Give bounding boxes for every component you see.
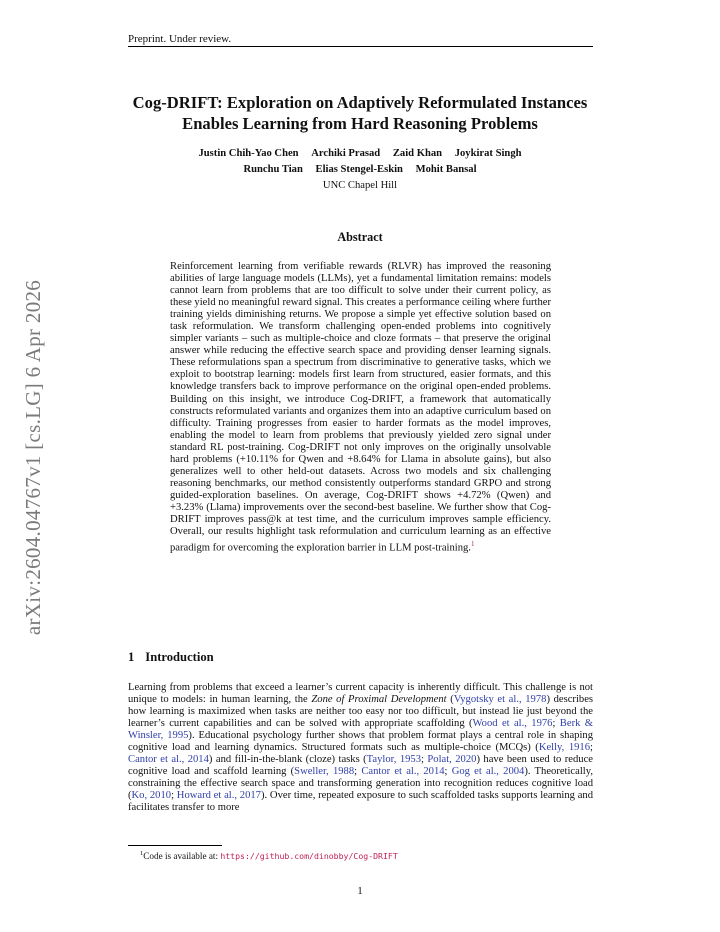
- page-number: 1: [357, 885, 363, 897]
- citation-link[interactable]: Kelly, 1916: [538, 742, 591, 754]
- citation-link[interactable]: Gog et al., 2004: [451, 766, 525, 778]
- section-number: 1: [128, 650, 135, 664]
- footnote: [140, 850, 398, 861]
- intro-text: (: [446, 694, 454, 706]
- author-list: [118, 146, 602, 177]
- intro-text: ;: [171, 790, 177, 802]
- affiliation: UNC Chapel Hill: [322, 180, 398, 191]
- citation-link[interactable]: Cantor et al., 2014: [128, 754, 209, 766]
- running-header: Preprint. Under review.: [128, 33, 232, 45]
- arxiv-identifier: [14, 267, 54, 647]
- footnote-link[interactable]: 1: [470, 540, 475, 549]
- intro-text: ;: [354, 766, 362, 778]
- citation-link[interactable]: Polat, 2020: [427, 754, 477, 766]
- author: Justin Chih-Yao Chen: [198, 148, 299, 159]
- author: Mohit Bansal: [415, 163, 477, 175]
- citation-link[interactable]: Wood et al., 1976: [472, 718, 553, 730]
- intro-text: ;: [590, 742, 593, 754]
- footnote-rule: [128, 845, 222, 846]
- intro-text: ). Over time, repeated exposure to such scaffolded tasks supports learning and facilitates transfer to more: [128, 790, 593, 814]
- abstract-heading: Abstract: [337, 230, 383, 244]
- intro-text: ;: [444, 766, 452, 778]
- author: Joykirat Singh: [454, 148, 522, 159]
- citation-link[interactable]: Ko, 2010: [131, 790, 172, 802]
- intro-text: ). Educational psychology further shows that problem format plays a central role in shaping cognitive load and learning dynamics. Structured formats such as multiple-choice (MCQs) (: [128, 730, 593, 754]
- author: Runchu Tian: [243, 163, 303, 175]
- abstract-body: [170, 261, 551, 555]
- intro-text: ) describes how learning is maximized when tasks are neither too easy nor too difficult, but instead lie just beyond the learner’s current capabilities and can be solved with appropriate scaffolding (: [128, 694, 594, 730]
- intro-emphasis: Zone of Proximal Development: [311, 694, 447, 706]
- citation-link[interactable]: Vygotsky et al., 1978: [453, 694, 547, 706]
- intro-text: ;: [421, 754, 428, 766]
- footnote-text: Code is available at:: [143, 851, 221, 862]
- code-url-link[interactable]: https://github.com/dinobby/Cog-DRIFT: [220, 851, 398, 862]
- arxiv-identifier-text: arXiv:2604.04767v1 [cs.LG] 6 Apr 2026: [21, 279, 46, 635]
- author: Zaid Khan: [392, 148, 443, 159]
- intro-text: Learning from problems that exceed a learner’s current capacity is inherently difficult. This challenge is not unique to models: in human learning, the: [128, 682, 593, 706]
- citation-link[interactable]: Howard et al., 2017: [176, 790, 261, 802]
- introduction-body: [128, 682, 593, 815]
- header-rule: [128, 46, 593, 47]
- abstract-text: Reinforcement learning from verifiable rewards (RLVR) has improved the reasoning abilities of large language models (LLMs), yet a fundamental limitation remains: models cannot learn from problems that are too difficult to solve under their current policy, as these yield no meaningful reward signal. This creates a performance ceiling where further training yields diminishing returns. We propose a simple yet effective solution based on task reformulation. We transform challenging open-ended problems into cognitively simpler variants – such as multiple-choice and cloze formats – that preserve the original answer while reducing the effective search space and providing denser learning signals. These reformulations span a spectrum from discriminative to generative tasks, which we exploit to bootstrap learning: models first learn from structured, easier formats, and this knowledge transfers back to improve performance on the original open-ended problems. Building on this insight, we introduce Cog-DRIFT, a framework that automatically constructs reformulated variants and organizes them into an adaptive curriculum based on difficulty. Training progresses from easier to harder formats as the model improves, enabling the model to learn from problems that previously yielded zero signal under standard RL post-training. Cog-DRIFT not only improves on the originally unsolvable hard problems (+10.11% for Qwen and +8.64% for Llama in absolute gains), but also generalizes well to other held-out datasets. Across two models and six challenging reasoning benchmarks, our method consistently outperforms standard GRPO and strong guided-exploration baselines. On average, Cog-DRIFT shows +4.72% (Qwen) and +3.23% (Llama) improvements over the second-best baseline. We further show that Cog-DRIFT improves pass@k at test time, and the curriculum improves sample efficiency. Overall, our results highlight task reformulation and curriculum learning as an effective paradigm for overcoming the exploration barrier in LLM post-training.: [170, 261, 551, 554]
- citation-link[interactable]: Taylor, 1953: [366, 754, 422, 766]
- intro-text: ;: [552, 718, 560, 730]
- author: Elias Stengel-Eskin: [315, 163, 403, 175]
- author: Archiki Prasad: [311, 148, 381, 159]
- citation-link[interactable]: Berk & Winsler, 1995: [128, 718, 594, 742]
- footnote-mark: 1: [140, 850, 144, 857]
- intro-text: ). Theoretically, constraining the effective search space and transforming generation into recognition reduces cognitive load (: [128, 766, 593, 802]
- intro-text: ) and fill-in-the-blank (cloze) tasks (: [208, 754, 367, 766]
- paper-title: Cog-DRIFT: Exploration on Adaptively Reformulated Instances Enables Learning from Hard Reasoning Problems: [132, 93, 588, 133]
- section-heading: [128, 650, 214, 665]
- citation-link[interactable]: Sweller, 1988: [294, 766, 355, 778]
- citation-link[interactable]: Cantor et al., 2014: [361, 766, 445, 778]
- intro-text: ) have been used to reduce cognitive load and scaffold learning (: [128, 754, 594, 778]
- section-title: Introduction: [145, 650, 214, 664]
